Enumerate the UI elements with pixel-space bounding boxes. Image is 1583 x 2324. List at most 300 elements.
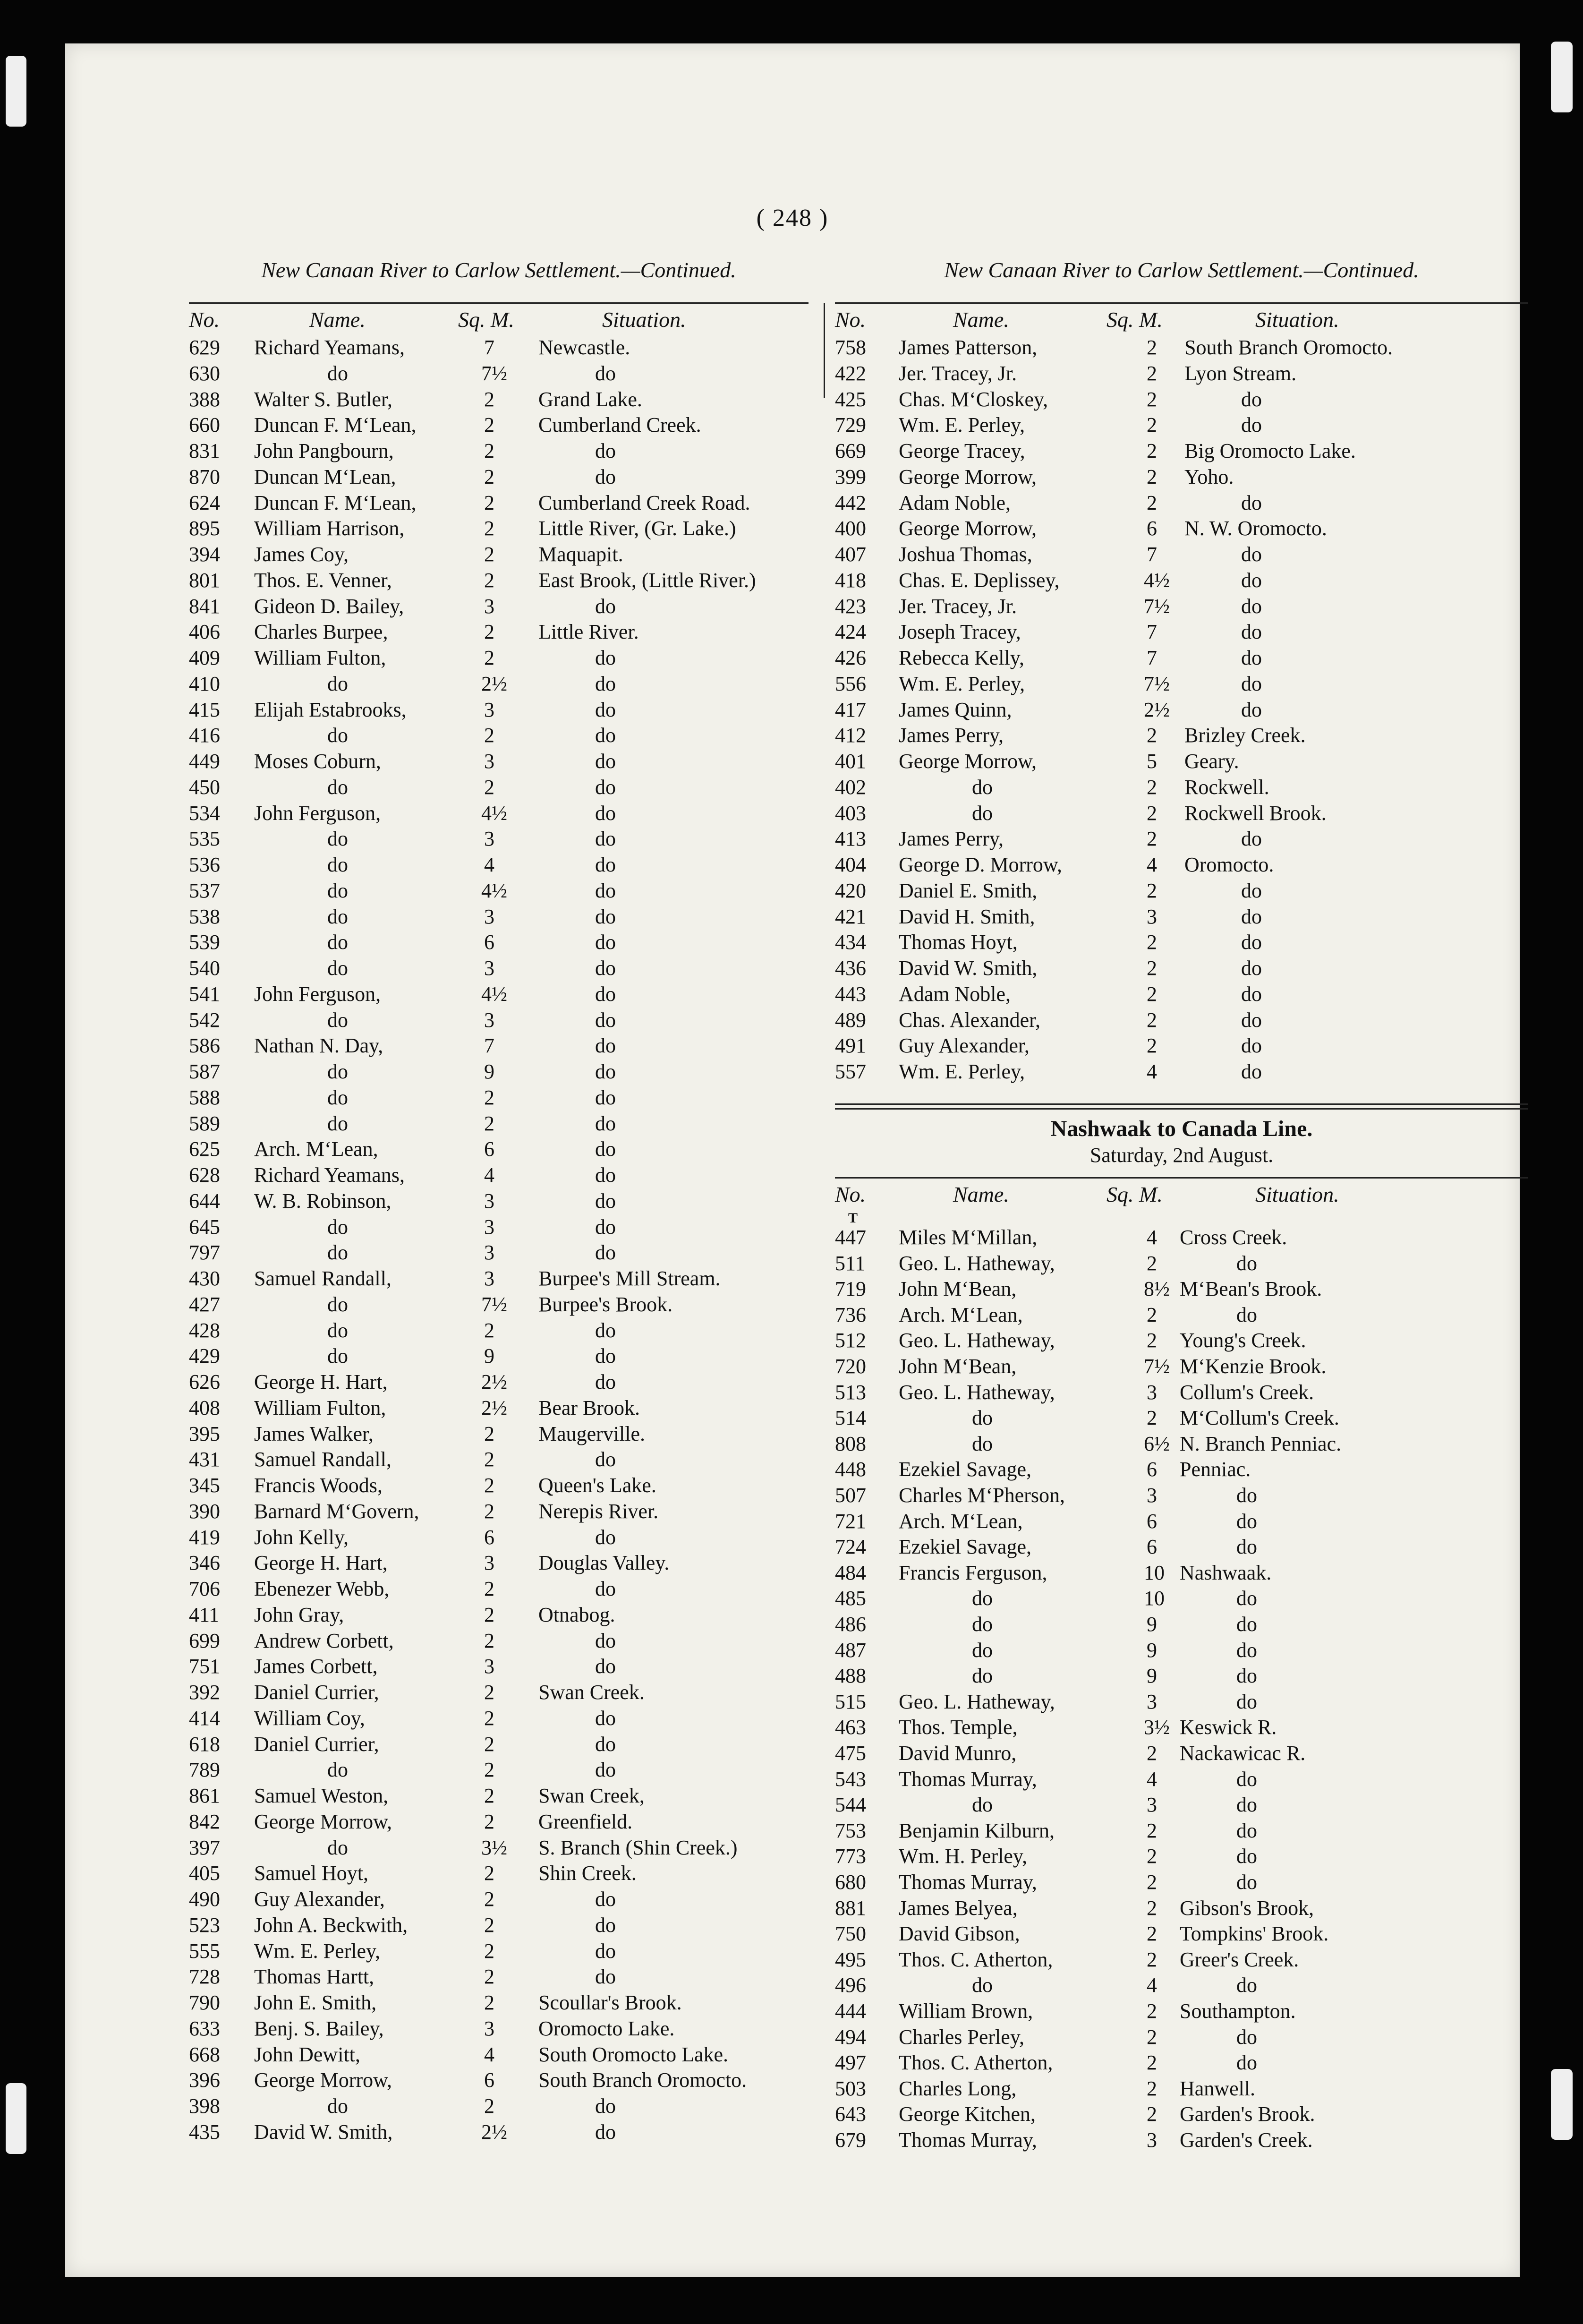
entry-number: 488 xyxy=(835,1664,866,1688)
right-column-heading: New Canaan River to Carlow Settlement.—Continued. xyxy=(944,258,1419,282)
entry-situation: do xyxy=(595,1034,616,1058)
entry-sq-miles: 3 xyxy=(1147,1484,1157,1507)
entry-situation: do xyxy=(1236,1664,1257,1688)
entry-number: 515 xyxy=(835,1690,866,1713)
entry-situation: Burpee's Brook. xyxy=(538,1292,673,1316)
table-row xyxy=(835,904,1528,930)
table-row xyxy=(835,334,1528,360)
entry-name: do xyxy=(972,1638,993,1662)
entry-sq-miles: 2 xyxy=(1147,361,1157,385)
entry-situation: do xyxy=(595,1085,616,1109)
entry-situation: Garden's Creek. xyxy=(1180,2128,1313,2152)
entry-name: Charles M‘Pherson, xyxy=(899,1484,1065,1507)
entry-number: 388 xyxy=(189,387,220,411)
entry-name: Arch. M‘Lean, xyxy=(899,1303,1023,1326)
entry-number: 669 xyxy=(835,439,866,462)
entry-situation: Bear Brook. xyxy=(538,1396,640,1419)
table-row xyxy=(189,334,809,360)
entry-number: 417 xyxy=(835,698,866,721)
entry-name: John A. Beckwith, xyxy=(254,1913,408,1937)
entry-number: 512 xyxy=(835,1329,866,1352)
table-row xyxy=(189,1576,809,1602)
table-row xyxy=(835,1998,1528,2024)
entry-situation: do xyxy=(1241,879,1262,902)
entry-situation: do xyxy=(1236,1845,1257,1868)
entry-sq-miles: 3 xyxy=(484,1655,494,1678)
entry-sq-miles: 2 xyxy=(1147,439,1157,462)
section-double-rule-bottom xyxy=(835,1108,1528,1110)
entry-number: 751 xyxy=(189,1655,220,1678)
entry-situation: do xyxy=(595,2120,616,2144)
entry-name: do xyxy=(327,775,348,799)
entry-sq-miles: 2½ xyxy=(481,1370,507,1393)
entry-number: 790 xyxy=(189,1991,220,2014)
entry-sq-miles: 2 xyxy=(1147,879,1157,902)
entry-sq-miles: 6½ xyxy=(1144,1432,1170,1455)
entry-sq-miles: 6 xyxy=(484,2068,494,2092)
entry-name: Walter S. Butler, xyxy=(254,387,392,411)
entry-sq-miles: 2 xyxy=(1147,1329,1157,1352)
table-row xyxy=(835,1560,1528,1586)
entry-name: do xyxy=(972,1793,993,1817)
table-row xyxy=(835,1302,1528,1328)
entry-situation: Greenfield. xyxy=(538,1810,633,1833)
entry-number: 633 xyxy=(189,2016,220,2040)
entry-number: 797 xyxy=(189,1241,220,1265)
table-row xyxy=(835,645,1528,671)
entry-number: 404 xyxy=(835,853,866,876)
table-row xyxy=(189,515,809,541)
entry-name: Jer. Tracey, Jr. xyxy=(899,361,1017,385)
entry-situation: South Branch Oromocto. xyxy=(538,2068,747,2092)
entry-name: Chas. M‘Closkey, xyxy=(899,387,1048,411)
entry-name: William Coy, xyxy=(254,1706,365,1730)
entry-sq-miles: 10 xyxy=(1144,1587,1165,1610)
entry-name: William Fulton, xyxy=(254,646,386,669)
entry-sq-miles: 3 xyxy=(484,698,494,721)
entry-name: Richard Yeamans, xyxy=(254,336,405,359)
table-row xyxy=(835,2127,1528,2153)
table-row xyxy=(835,1843,1528,1869)
entry-name: Miles M‘Millan, xyxy=(899,1226,1038,1249)
table-row xyxy=(189,1059,809,1085)
table-row xyxy=(835,386,1528,412)
entry-name: Duncan M‘Lean, xyxy=(254,465,396,488)
entry-number: 668 xyxy=(189,2042,220,2066)
entry-name: Adam Noble, xyxy=(899,491,1011,514)
entry-situation: do xyxy=(1241,982,1262,1006)
entry-name: do xyxy=(327,361,348,385)
table-row xyxy=(835,1714,1528,1740)
entry-situation: do xyxy=(1241,1008,1262,1032)
entry-number: 624 xyxy=(189,491,220,514)
entry-situation: do xyxy=(595,853,616,876)
entry-situation: do xyxy=(595,982,616,1006)
entry-number: 555 xyxy=(189,1939,220,1963)
entry-situation: do xyxy=(595,905,616,928)
entry-situation: Nashwaak. xyxy=(1180,1561,1272,1584)
table-row xyxy=(189,1188,809,1214)
entry-situation: do xyxy=(1241,491,1262,514)
entry-number: 416 xyxy=(189,724,220,747)
section-header-situation: Situation. xyxy=(1255,1182,1339,1206)
entry-number: 448 xyxy=(835,1458,866,1481)
table-row xyxy=(189,1498,809,1524)
section-subtitle: Saturday, 2nd August. xyxy=(1089,1144,1274,1167)
entry-situation: Otnabog. xyxy=(538,1603,615,1626)
table-row xyxy=(189,360,809,386)
entry-number: 489 xyxy=(835,1008,866,1032)
entry-sq-miles: 3 xyxy=(1147,1380,1157,1404)
entry-sq-miles: 2 xyxy=(484,775,494,799)
entry-sq-miles: 6 xyxy=(484,1525,494,1549)
table-row xyxy=(835,722,1528,748)
entry-situation: do xyxy=(595,1318,616,1342)
entry-number: 861 xyxy=(189,1784,220,1807)
entry-number: 400 xyxy=(835,517,866,540)
entry-number: 409 xyxy=(189,646,220,669)
entry-number: 720 xyxy=(835,1355,866,1378)
entry-number: 706 xyxy=(189,1577,220,1600)
table-row xyxy=(189,1085,809,1111)
entry-situation: Swan Creek. xyxy=(538,1681,645,1704)
entry-situation: do xyxy=(1241,620,1262,644)
entry-situation: East Brook, (Little River.) xyxy=(538,568,756,592)
entry-name: do xyxy=(972,801,993,825)
table-row xyxy=(189,1705,809,1731)
table-row xyxy=(835,826,1528,852)
table-row xyxy=(835,1921,1528,1947)
table-row xyxy=(189,619,809,645)
table-row xyxy=(835,567,1528,593)
entry-situation: do xyxy=(595,1577,616,1600)
entry-sq-miles: 2 xyxy=(484,1939,494,1963)
entry-number: 450 xyxy=(189,775,220,799)
entry-name: do xyxy=(327,1111,348,1135)
entry-name: Thomas Hoyt, xyxy=(899,931,1018,954)
entry-sq-miles: 2 xyxy=(1147,1406,1157,1430)
entry-name: David H. Smith, xyxy=(899,905,1035,928)
entry-situation: do xyxy=(1241,1034,1262,1058)
entry-situation: do xyxy=(595,439,616,462)
entry-number: 645 xyxy=(189,1215,220,1239)
entry-name: Samuel Randall, xyxy=(254,1267,391,1290)
table-row xyxy=(189,1757,809,1783)
page-number: ( 248 ) xyxy=(756,205,829,231)
left-column-heading: New Canaan River to Carlow Settlement.—Continued. xyxy=(261,258,736,282)
entry-situation: do xyxy=(1236,1303,1257,1326)
entry-number: 586 xyxy=(189,1034,220,1058)
entry-sq-miles: 2½ xyxy=(481,672,507,695)
table-row xyxy=(835,1689,1528,1715)
table-row xyxy=(835,619,1528,645)
entry-number: 390 xyxy=(189,1499,220,1523)
table-row xyxy=(835,852,1528,878)
entry-name: John Dewitt, xyxy=(254,2042,360,2066)
entry-situation: Hanwell. xyxy=(1180,2076,1256,2100)
entry-name: George Morrow, xyxy=(899,750,1037,773)
entry-sq-miles: 2 xyxy=(1147,413,1157,437)
entry-sq-miles: 2 xyxy=(1147,1251,1157,1275)
entry-name: David Gibson, xyxy=(899,1922,1020,1946)
entry-number: 680 xyxy=(835,1871,866,1894)
entry-number: 414 xyxy=(189,1706,220,1730)
entry-situation: Oromocto Lake. xyxy=(538,2016,675,2040)
entry-situation: do xyxy=(1236,1613,1257,1636)
table-row xyxy=(835,1792,1528,1818)
entry-sq-miles: 7 xyxy=(1147,543,1157,566)
entry-situation: do xyxy=(595,672,616,695)
entry-number: 486 xyxy=(835,1613,866,1636)
entry-sq-miles: 4½ xyxy=(1144,568,1170,592)
entry-sq-miles: 2 xyxy=(484,724,494,747)
entry-number: 435 xyxy=(189,2120,220,2144)
entry-number: 421 xyxy=(835,905,866,928)
entry-sq-miles: 2 xyxy=(1147,724,1157,747)
entry-sq-miles: 4 xyxy=(484,2042,494,2066)
table-row xyxy=(189,1317,809,1343)
entry-situation: South Oromocto Lake. xyxy=(538,2042,729,2066)
entry-sq-miles: 2 xyxy=(484,2094,494,2118)
table-row xyxy=(835,438,1528,464)
entry-situation: do xyxy=(1236,1509,1257,1533)
entry-name: Thomas Murray, xyxy=(899,1767,1037,1791)
table-row xyxy=(189,1783,809,1809)
entry-situation: Burpee's Mill Stream. xyxy=(538,1267,721,1290)
entry-situation: Cumberland Creek Road. xyxy=(538,491,750,514)
entry-sq-miles: 9 xyxy=(484,1344,494,1368)
entry-sq-miles: 7½ xyxy=(1144,1355,1170,1378)
entry-name: Barnard M‘Govern, xyxy=(254,1499,419,1523)
table-row xyxy=(835,1895,1528,1921)
entry-sq-miles: 2 xyxy=(484,568,494,592)
entry-number: 679 xyxy=(835,2128,866,2152)
entry-name: Ebenezer Webb, xyxy=(254,1577,390,1600)
entry-sq-miles: 2 xyxy=(484,439,494,462)
entry-sq-miles: 9 xyxy=(1147,1638,1157,1662)
entry-number: 628 xyxy=(189,1163,220,1187)
table-row xyxy=(835,1327,1528,1353)
entry-situation: Gibson's Brook, xyxy=(1180,1896,1314,1920)
entry-name: James Coy, xyxy=(254,543,349,566)
entry-name: do xyxy=(972,1974,993,1997)
entry-number: 418 xyxy=(835,568,866,592)
entry-situation: do xyxy=(1236,1535,1257,1559)
entry-name: Francis Ferguson, xyxy=(899,1561,1047,1584)
entry-sq-miles: 2 xyxy=(1147,931,1157,954)
entry-number: 729 xyxy=(835,413,866,437)
entry-situation: do xyxy=(1241,646,1262,669)
entry-sq-miles: 3 xyxy=(484,594,494,618)
entry-number: 513 xyxy=(835,1380,866,1404)
entry-number: 405 xyxy=(189,1862,220,1885)
entry-sq-miles: 3½ xyxy=(1144,1716,1170,1739)
table-row xyxy=(189,1162,809,1188)
entry-number: 728 xyxy=(189,1965,220,1989)
entry-situation: do xyxy=(1236,1690,1257,1713)
entry-sq-miles: 2 xyxy=(1147,1819,1157,1842)
entry-number: 895 xyxy=(189,517,220,540)
entry-number: 424 xyxy=(835,620,866,644)
entry-name: do xyxy=(972,1432,993,1455)
entry-number: 538 xyxy=(189,905,220,928)
entry-name: Charles Perley, xyxy=(899,2025,1024,2049)
table-row xyxy=(835,2076,1528,2102)
right-column xyxy=(835,43,1528,2277)
entry-number: 475 xyxy=(835,1742,866,1765)
table-row xyxy=(835,1482,1528,1508)
entry-name: John M‘Bean, xyxy=(899,1277,1017,1301)
entry-name: Thos. C. Atherton, xyxy=(899,1948,1053,1971)
entry-number: 643 xyxy=(835,2102,866,2126)
entry-situation: do xyxy=(595,646,616,669)
entry-number: 415 xyxy=(189,698,220,721)
entry-sq-miles: 2 xyxy=(484,1499,494,1523)
entry-name: George D. Morrow, xyxy=(899,853,1062,876)
entry-situation: do xyxy=(595,698,616,721)
entry-sq-miles: 4½ xyxy=(481,879,507,902)
entry-name: do xyxy=(327,1836,348,1859)
table-row xyxy=(835,1766,1528,1792)
table-row xyxy=(189,1421,809,1447)
entry-sq-miles: 3 xyxy=(1147,1690,1157,1713)
entry-name: Samuel Weston, xyxy=(254,1784,389,1807)
entry-number: 724 xyxy=(835,1535,866,1559)
entry-number: 431 xyxy=(189,1448,220,1471)
entry-number: 463 xyxy=(835,1716,866,1739)
entry-situation: do xyxy=(1241,827,1262,851)
entry-situation: do xyxy=(1236,1638,1257,1662)
table-row xyxy=(189,1343,809,1369)
entry-name: Charles Burpee, xyxy=(254,620,388,644)
entry-sq-miles: 2 xyxy=(1147,2076,1157,2100)
entry-situation: do xyxy=(1241,957,1262,980)
entry-number: 449 xyxy=(189,750,220,773)
entry-sq-miles: 7½ xyxy=(481,361,507,385)
entry-name: do xyxy=(327,2094,348,2118)
table-row xyxy=(189,1291,809,1317)
entry-name: Benj. S. Bailey, xyxy=(254,2016,384,2040)
entry-situation: do xyxy=(595,1965,616,1989)
entry-sq-miles: 9 xyxy=(1147,1664,1157,1688)
entry-situation: Cross Creek. xyxy=(1180,1226,1287,1249)
entry-number: 540 xyxy=(189,957,220,980)
entry-sq-miles: 9 xyxy=(484,1060,494,1083)
entry-name: James Belyea, xyxy=(899,1896,1018,1920)
entry-sq-miles: 3 xyxy=(484,1215,494,1239)
entry-sq-miles: 2 xyxy=(484,517,494,540)
entry-number: 346 xyxy=(189,1551,220,1575)
entry-number: 487 xyxy=(835,1638,866,1662)
entry-situation: Penniac. xyxy=(1180,1458,1251,1481)
entry-name: John Pangbourn, xyxy=(254,439,394,462)
entry-name: Guy Alexander, xyxy=(899,1034,1030,1058)
entry-number: 495 xyxy=(835,1948,866,1971)
entry-number: 426 xyxy=(835,646,866,669)
entry-sq-miles: 4 xyxy=(1147,853,1157,876)
entry-name: do xyxy=(972,1587,993,1610)
entry-name: John Ferguson, xyxy=(254,982,381,1006)
entry-situation: Brizley Creek. xyxy=(1184,724,1306,747)
table-row xyxy=(189,852,809,878)
entry-sq-miles: 4 xyxy=(1147,1974,1157,1997)
entry-sq-miles: 7 xyxy=(484,336,494,359)
table-row xyxy=(189,1239,809,1265)
table-row xyxy=(835,2024,1528,2050)
table-row xyxy=(835,593,1528,619)
entry-number: 587 xyxy=(189,1060,220,1083)
entry-sq-miles: 2 xyxy=(1147,827,1157,851)
entry-situation: do xyxy=(595,1706,616,1730)
film-tab-top-left xyxy=(6,56,26,127)
table-row xyxy=(835,1033,1528,1059)
entry-name: do xyxy=(327,1344,348,1368)
entry-sq-miles: 8½ xyxy=(1144,1277,1170,1301)
entry-name: Chas. Alexander, xyxy=(899,1008,1041,1032)
entry-name: Thos. C. Atherton, xyxy=(899,2051,1053,2075)
entry-situation: Little River. xyxy=(538,620,639,644)
entry-situation: Rockwell. xyxy=(1184,775,1269,799)
entry-name: do xyxy=(327,1241,348,1265)
table-row xyxy=(835,1637,1528,1663)
table-row xyxy=(189,490,809,516)
entry-name: William Fulton, xyxy=(254,1396,386,1419)
entry-situation: Rockwell Brook. xyxy=(1184,801,1327,825)
entry-situation: N. W. Oromocto. xyxy=(1184,517,1327,540)
entry-sq-miles: 6 xyxy=(1147,517,1157,540)
entry-situation: do xyxy=(1241,413,1262,437)
entry-number: 494 xyxy=(835,2025,866,2049)
entry-situation: do xyxy=(595,1215,616,1239)
entry-number: 429 xyxy=(189,1344,220,1368)
table-row xyxy=(835,1947,1528,1973)
entry-number: 556 xyxy=(835,672,866,695)
entry-number: 523 xyxy=(189,1913,220,1937)
entry-number: 758 xyxy=(835,336,866,359)
entry-sq-miles: 2 xyxy=(484,543,494,566)
entry-number: 443 xyxy=(835,982,866,1006)
entry-sq-miles: 2 xyxy=(1147,1896,1157,1920)
entry-name: William Brown, xyxy=(899,1999,1033,2023)
entry-number: 397 xyxy=(189,1836,220,1859)
entry-number: 392 xyxy=(189,1681,220,1704)
entry-sq-miles: 3 xyxy=(484,827,494,851)
table-row xyxy=(189,1111,809,1136)
entry-name: Francis Woods, xyxy=(254,1474,383,1497)
entry-number: 544 xyxy=(835,1793,866,1817)
entry-name: Thomas Hartt, xyxy=(254,1965,374,1989)
entry-sq-miles: 2 xyxy=(1147,1845,1157,1868)
entry-number: 411 xyxy=(189,1603,220,1626)
left-column xyxy=(189,43,809,2277)
entry-sq-miles: 2 xyxy=(484,387,494,411)
entry-sq-miles: 6 xyxy=(484,1137,494,1161)
entry-situation: do xyxy=(595,1913,616,1937)
entry-sq-miles: 3 xyxy=(484,2016,494,2040)
entry-number: 557 xyxy=(835,1060,866,1083)
entry-situation: Scoullar's Brook. xyxy=(538,1991,682,2014)
entry-situation: Swan Creek, xyxy=(538,1784,645,1807)
entry-situation: Southampton. xyxy=(1180,1999,1296,2023)
entry-sq-miles: 4½ xyxy=(481,801,507,825)
table-row xyxy=(835,1224,1528,1250)
entry-situation: Greer's Creek. xyxy=(1180,1948,1299,1971)
table-row xyxy=(189,1395,809,1421)
table-row xyxy=(189,1524,809,1550)
entry-number: 345 xyxy=(189,1474,220,1497)
table-row xyxy=(835,2050,1528,2076)
entry-number: 514 xyxy=(835,1406,866,1430)
